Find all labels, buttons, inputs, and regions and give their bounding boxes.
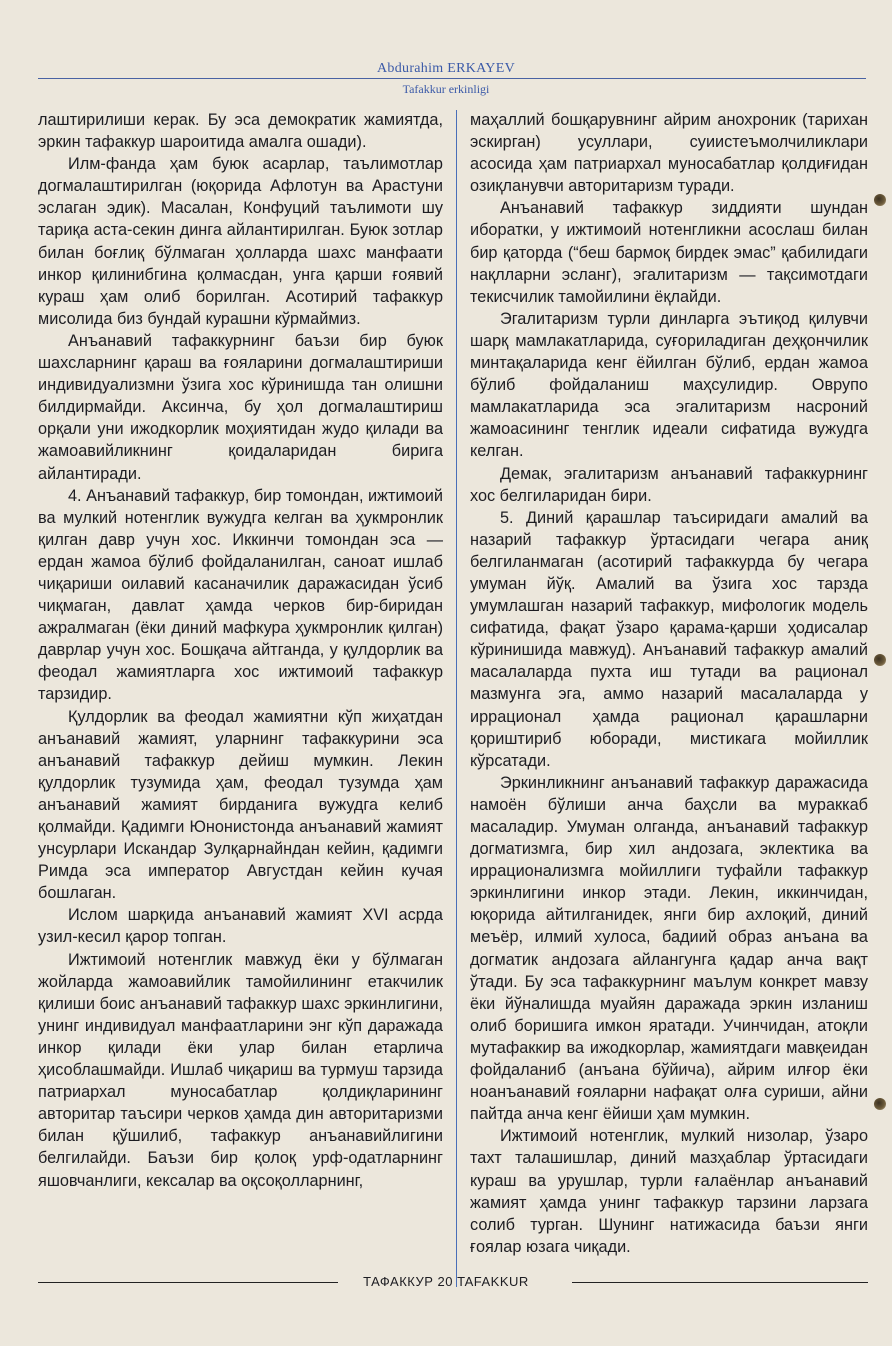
paragraph: лаштирилиши керак. Бу эса демократик жамиятда, эркин тафаккур шароитида амалга ошади). — [38, 111, 443, 152]
header-rule — [38, 78, 866, 79]
paragraph: Эгалитаризм турли динларга эътиқод қилувчи шарқ мамлакатларида, суғориладиган деҳқончилик минтақаларида кенг ёйилган бўлиб, ердан жамоа бўлиб фойдаланиш маҳсулидир. Оврупо мамлакатларида эса эгалитаризм насроний жамоасининг тенглик идеали сифатида вужудга келган. — [470, 309, 868, 461]
paragraph: Анъанавий тафаккур зиддияти шундан иборатки, у ижтимоий нотенгликни асослаш билан бир қаторда (“беш бармоқ бирдек эмас” қабилидаги нақлларни эсланг), эгалитаризм — тақсимотдаги текисчилик тамойилини ёқлайди. — [470, 199, 868, 306]
binding-hole-icon — [874, 194, 886, 206]
right-column — [470, 109, 868, 1289]
paragraph: Ижтимоий нотенглик, мулкий низолар, ўзаро тахт талашишлар, диний мазҳаблар ўртасидаги кураш ва урушлар, турли ғалаёнлар анъанавий жамият ҳамда унинг тафаккур тарзини ларзага солиб турган. Шунинг натижасида баъзи янги ғоялар юзага чиқади. — [470, 1127, 868, 1256]
paragraph: Илм-фанда ҳам буюк асарлар, таълимотлар догмалаштирилган (юқорида Афлотун ва Арастуни эслаган эдик). Масалан, Конфуций таълимоти шу тариқа аста-секин динга айлантирилган. Буюк зотлар билан боғлиқ бўлмаган ҳолларда шахс манфаати инкор қилинибгина қолмасдан, унга қарши ғоявий кураш ҳам олиб борилган. Асотирий тафаккур мисолида биз бундай курашни кўрмаймиз. — [38, 155, 443, 328]
page-number: 20 — [437, 1274, 454, 1289]
left-column — [38, 109, 443, 1289]
binding-hole-icon — [874, 654, 886, 666]
paragraph: Анъанавий тафаккурнинг баъзи бир буюк шахсларнинг қараш ва ғояларини догмалаштириши индивидуализмни ўзига хос кўринишда тан олишни билдирмайди. Аксинча, бу ҳол догмалаштириш орқали уни ижодкорлик моҳиятидан жудо қилади ва жамоавийликнинг қоидаларидан бирига айлантиради. — [38, 331, 443, 483]
paragraph: Ислом шарқида анъанавий жамият XVI асрда узил-кесил қарор топган. — [38, 906, 443, 947]
paragraph: маҳаллий бошқарувнинг айрим анохроник (тарихан эскирган) усуллари, суиистеъмолчиликлари асосида ҳам патриархал муносабатлар қолдиғидан озиқланувчи авторитаризм туради. — [470, 111, 868, 196]
running-head-series: Tafakkur erkinligi — [402, 82, 490, 96]
paragraph: Қулдорлик ва феодал жамиятни кўп жиҳатдан анъанавий жамият, уларнинг тафаккурини эса анъанавий тафаккур дейиш мумкин. Лекин қулдорлик тузумида ҳам, феодал тузумда ҳам анъанавий жамият бирданига вужудга келиб қолмайди. Қадимги Юнонистонда анъанавий жамият унсурлари Искандар Зулқарнайндан кейин, қадимги Римда эса император Августдан кейин кучая бошлаган. — [38, 707, 443, 903]
footer — [0, 1274, 892, 1289]
paragraph: Ижтимоий нотенглик мавжуд ёки у бўлмаган жойларда жамоавийлик тамойилининг етакчилик қилиши боис анъанавий тафаккур шахс эркинлигини, унинг индивидуал манфаатларини энг кўп даражада инкор қилади ёки улар билан етарлича ҳисоблашмайди. Ишлаб чиқариш ва турмуш тарзида патриархал муносабатлар қолдиқларининг авторитар таъсири черков ҳамда дин авторитаризми билан қўшилиб, тафаккур анъанавийлигини белгилайди. Баъзи бир қолоқ урф-одатларнинг яшовчанлиги, кексалар ва оқсоқолларнинг, — [38, 950, 443, 1190]
binding-hole-icon — [874, 1098, 886, 1110]
paragraph: 5. Диний қарашлар таъсиридаги амалий ва назарий тафаккур ўртасидаги чегара аниқ белгиланмаган (асотирий тафаккурда бу чегара умуман йўқ. Амалий ва ўзига хос тарзда умумлашган назарий тафаккур, мифологик модель сифатида, фақат ўзаро қарама-қарши ҳодисалар кўринишида мавжуд). Анъанавий тафаккур амалий масалаларда пухта иш тутади ва рационал мазмунга эга, аммо назарий масалаларда у иррационал ҳамда рационал қарашларни қориштириб юборади, мистикага мойиллик кўрсатади. — [470, 508, 868, 770]
footer-right-word: TAFAKKUR — [457, 1274, 529, 1289]
running-head-author: Abdurahim ERKAYEV — [377, 61, 515, 76]
footer-left-word: ТАФАККУР — [363, 1274, 434, 1289]
paragraph: 4. Анъанавий тафаккур, бир томондан, ижтимоий ва мулкий нотенглик вужудга келган ва ҳукмронлик қилган давр учун хос. Иккинчи томондан эса — ердан жамоа бўлиб фойдаланилган, саноат ишлаб чиқариши оилавий касаначилик даражасидан ўсиб чиқмаган, давлат ҳамда черков бир-биридан ажралмаган (ёки диний мафкура ҳукмронлик қилган) даврлар учун хос. Бошқача айтганда, у қулдорлик ва феодал жамиятларга хос ижтимоий тафаккур тарзидир. — [38, 486, 443, 704]
column-divider — [456, 110, 457, 1287]
paragraph: Демак, эгалитаризм анъанавий тафаккурнинг хос белгиларидан бири. — [470, 464, 868, 505]
paragraph: Эркинликнинг анъанавий тафаккур даражасида намоён бўлиши анча баҳсли ва мураккаб масаладир. Умуман олганда, анъанавий тафаккур догматизмга, бир хил андозага, эклектика ва иррационализмга мойиллиги туфайли тафаккур эркинлигини инкор этади. Лекин, иккинчидан, юқорида айтилганидек, янги бир ахлоқий, диний меъёр, илмий хулоса, бадиий образ анъана ва догматик андозага айлангунга қадар анча вақт ўтади. Бу эса тафаккурнинг маълум конкрет мавзу ёки йўналишда муайян даражада эркин изланиш олиб боришига имкон яратади. Учинчидан, атоқли мутафаккир ва ижодкорлар, жамиятдаги мавқеидан фойдаланиб (анъана бўйича), айрим илғор ёки ноанъанавий ғояларни нафақат олға суриши, айни пайтда анча кенг ёйиши ҳам мумкин. — [470, 773, 868, 1124]
